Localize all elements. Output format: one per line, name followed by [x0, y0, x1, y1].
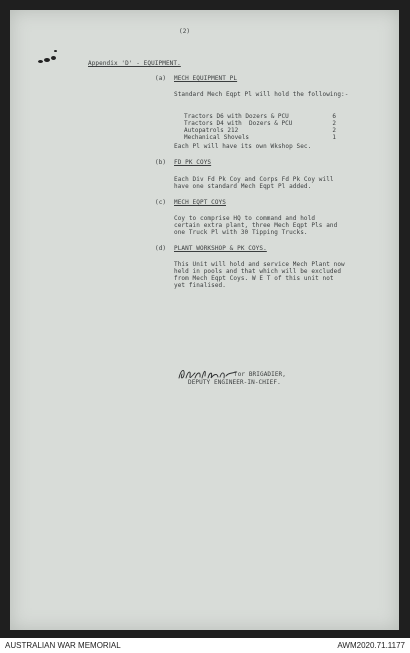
- list-item: [184, 120, 336, 127]
- section-c-letter: (c): [155, 199, 167, 206]
- item-qty: 2: [332, 120, 336, 127]
- section-c-title: MECH EQPT COYS: [174, 199, 226, 206]
- section-c-line-1: Coy to comprise HQ to command and hold: [174, 215, 316, 222]
- signature-rank: for BRIGADIER,: [234, 371, 286, 378]
- item-qty: 1: [332, 134, 336, 141]
- section-d-letter: (d): [155, 245, 167, 252]
- list-item: [184, 113, 336, 120]
- section-b-title: FD PK COYS: [174, 159, 212, 166]
- item-label: Autopatrols 212: [184, 127, 239, 134]
- section-d-line-2: held in pools and that which will be excluded: [174, 268, 342, 275]
- section-a-intro: Standard Mech Eqpt Pl will hold the following:-: [174, 91, 349, 98]
- item-qty: 6: [332, 113, 336, 120]
- section-c-line-3: one Truck Pl with 30 Tipping Trucks.: [174, 229, 308, 236]
- signature-title: DEPUTY ENGINEER-IN-CHIEF.: [188, 379, 281, 386]
- section-b-line-2: have one standard Mech Eqpt Pl added.: [174, 183, 312, 190]
- section-c-line-2: certain extra plant, three Mech Eqpt Pls and: [174, 222, 338, 229]
- section-b-letter: (b): [155, 159, 167, 166]
- item-label: Tractors D4 with Dozers & PCU: [184, 120, 293, 127]
- appendix-heading: Appendix 'D' - EQUIPMENT.: [88, 60, 181, 67]
- section-b-line-1: Each Div Fd Pk Coy and Corps Fd Pk Coy will: [174, 176, 334, 183]
- archive-footer: [0, 638, 410, 653]
- footer-accession-number: AWM2020.71.1177: [337, 641, 405, 650]
- section-a-note: Each Pl will have its own Wkshop Sec.: [174, 143, 312, 150]
- section-d-title: PLANT WORKSHOP & PK COYS.: [174, 245, 267, 252]
- section-d-line-4: yet finalised.: [174, 282, 226, 289]
- page-number: (2): [179, 28, 191, 35]
- section-d-line-3: from Mech Eqpt Coys. W E T of this unit not: [174, 275, 334, 282]
- item-label: Mechanical Shovels: [184, 134, 250, 141]
- equipment-list: [184, 113, 336, 141]
- list-item: [184, 134, 336, 141]
- list-item: [184, 127, 336, 134]
- item-label: Tractors D6 with Dozers & PCU: [184, 113, 289, 120]
- document-page: [10, 10, 399, 630]
- item-qty: 2: [332, 127, 336, 134]
- footer-institution: AUSTRALIAN WAR MEMORIAL: [5, 641, 121, 650]
- section-a-letter: (a): [155, 75, 167, 82]
- section-d-line-1: This Unit will hold and service Mech Plant now: [174, 261, 345, 268]
- section-a-title: MECH EQUIPMENT PL: [174, 75, 238, 82]
